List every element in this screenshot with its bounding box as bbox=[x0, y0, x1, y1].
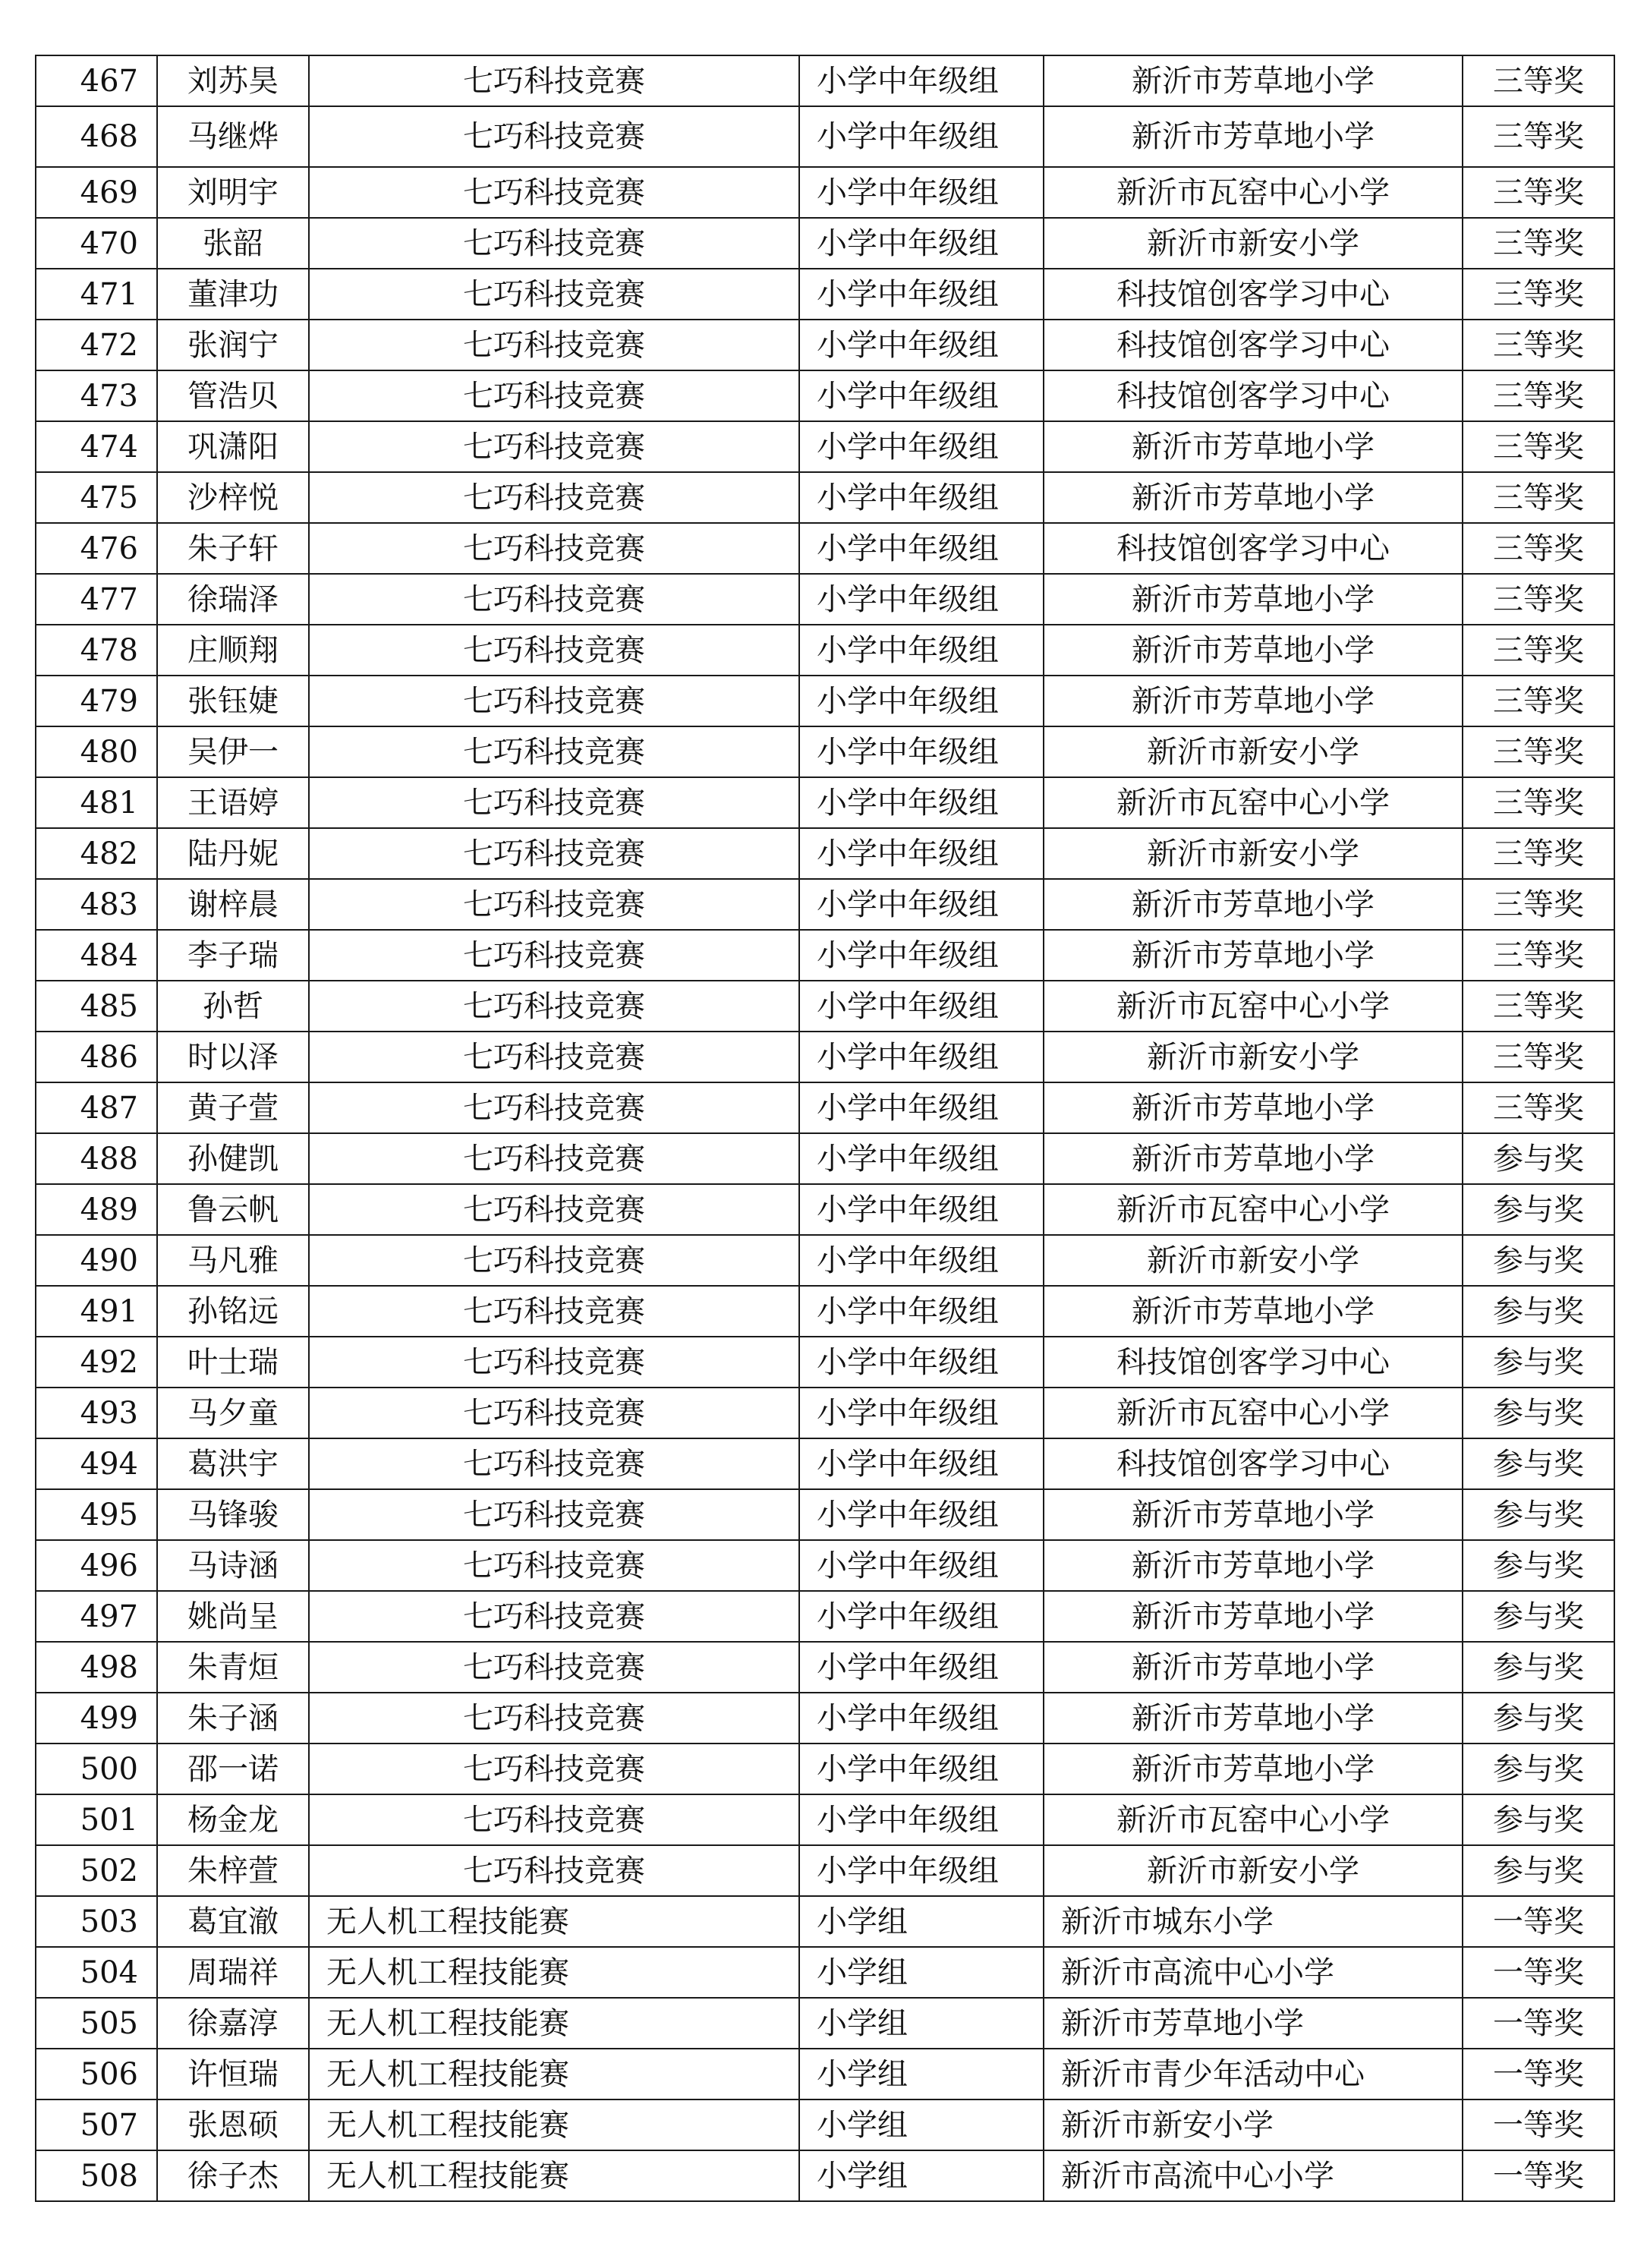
table-row bbox=[36, 320, 1614, 370]
school-name-cell: 新沂市芳草地小学 bbox=[1044, 574, 1463, 625]
event-name-cell: 七巧科技竞赛 bbox=[309, 106, 799, 167]
event-name-cell: 七巧科技竞赛 bbox=[309, 930, 799, 981]
row-number-cell: 478 bbox=[36, 625, 157, 676]
row-number-cell: 494 bbox=[36, 1438, 157, 1489]
event-name-cell: 七巧科技竞赛 bbox=[309, 726, 799, 777]
school-name-cell: 新沂市瓦窑中心小学 bbox=[1044, 777, 1463, 828]
table-row bbox=[36, 981, 1614, 1032]
award-level-cell: 参与奖 bbox=[1463, 1184, 1614, 1235]
row-number-cell: 491 bbox=[36, 1286, 157, 1337]
school-name-cell: 新沂市芳草地小学 bbox=[1044, 55, 1463, 106]
school-name-cell: 新沂市高流中心小学 bbox=[1044, 1947, 1463, 1998]
age-group-cell: 小学中年级组 bbox=[799, 370, 1044, 421]
row-number-cell: 499 bbox=[36, 1693, 157, 1744]
row-number-cell: 493 bbox=[36, 1388, 157, 1438]
event-name-cell: 七巧科技竞赛 bbox=[309, 1744, 799, 1794]
table-row bbox=[36, 1082, 1614, 1133]
row-number-cell: 507 bbox=[36, 2099, 157, 2150]
row-number-cell: 485 bbox=[36, 981, 157, 1032]
award-level-cell: 三等奖 bbox=[1463, 55, 1614, 106]
student-name-cell: 邵一诺 bbox=[157, 1744, 309, 1794]
table-row bbox=[36, 1388, 1614, 1438]
award-level-cell: 参与奖 bbox=[1463, 1540, 1614, 1591]
table-row bbox=[36, 269, 1614, 320]
school-name-cell: 新沂市瓦窑中心小学 bbox=[1044, 1388, 1463, 1438]
row-number-cell: 495 bbox=[36, 1489, 157, 1540]
school-name-cell: 新沂市新安小学 bbox=[1044, 2099, 1463, 2150]
award-level-cell: 三等奖 bbox=[1463, 269, 1614, 320]
row-number-cell: 474 bbox=[36, 421, 157, 472]
event-name-cell: 七巧科技竞赛 bbox=[309, 625, 799, 676]
table-row bbox=[36, 523, 1614, 574]
table-row bbox=[36, 1947, 1614, 1998]
student-name-cell: 叶士瑞 bbox=[157, 1337, 309, 1388]
row-number-cell: 498 bbox=[36, 1642, 157, 1693]
student-name-cell: 张钰婕 bbox=[157, 676, 309, 726]
row-number-cell: 473 bbox=[36, 370, 157, 421]
table-row bbox=[36, 1337, 1614, 1388]
age-group-cell: 小学中年级组 bbox=[799, 879, 1044, 930]
award-level-cell: 参与奖 bbox=[1463, 1845, 1614, 1896]
age-group-cell: 小学中年级组 bbox=[799, 574, 1044, 625]
school-name-cell: 新沂市芳草地小学 bbox=[1044, 421, 1463, 472]
school-name-cell: 科技馆创客学习中心 bbox=[1044, 269, 1463, 320]
school-name-cell: 新沂市芳草地小学 bbox=[1044, 1693, 1463, 1744]
row-number-cell: 481 bbox=[36, 777, 157, 828]
event-name-cell: 七巧科技竞赛 bbox=[309, 523, 799, 574]
student-name-cell: 沙梓悦 bbox=[157, 472, 309, 523]
school-name-cell: 新沂市新安小学 bbox=[1044, 726, 1463, 777]
age-group-cell: 小学中年级组 bbox=[799, 269, 1044, 320]
school-name-cell: 新沂市芳草地小学 bbox=[1044, 472, 1463, 523]
school-name-cell: 新沂市芳草地小学 bbox=[1044, 625, 1463, 676]
school-name-cell: 新沂市芳草地小学 bbox=[1044, 1133, 1463, 1184]
event-name-cell: 七巧科技竞赛 bbox=[309, 828, 799, 879]
school-name-cell: 新沂市瓦窑中心小学 bbox=[1044, 981, 1463, 1032]
event-name-cell: 七巧科技竞赛 bbox=[309, 472, 799, 523]
student-name-cell: 巩潇阳 bbox=[157, 421, 309, 472]
award-level-cell: 一等奖 bbox=[1463, 1998, 1614, 2049]
student-name-cell: 张恩硕 bbox=[157, 2099, 309, 2150]
student-name-cell: 孙铭远 bbox=[157, 1286, 309, 1337]
table-row bbox=[36, 472, 1614, 523]
row-number-cell: 476 bbox=[36, 523, 157, 574]
row-number-cell: 471 bbox=[36, 269, 157, 320]
student-name-cell: 谢梓晨 bbox=[157, 879, 309, 930]
event-name-cell: 七巧科技竞赛 bbox=[309, 981, 799, 1032]
row-number-cell: 501 bbox=[36, 1794, 157, 1845]
award-level-cell: 三等奖 bbox=[1463, 1032, 1614, 1082]
school-name-cell: 新沂市青少年活动中心 bbox=[1044, 2049, 1463, 2099]
student-name-cell: 朱青烜 bbox=[157, 1642, 309, 1693]
table-row bbox=[36, 1032, 1614, 1082]
school-name-cell: 新沂市城东小学 bbox=[1044, 1896, 1463, 1947]
award-level-cell: 三等奖 bbox=[1463, 930, 1614, 981]
event-name-cell: 七巧科技竞赛 bbox=[309, 218, 799, 269]
row-number-cell: 490 bbox=[36, 1235, 157, 1286]
award-level-cell: 参与奖 bbox=[1463, 1642, 1614, 1693]
age-group-cell: 小学中年级组 bbox=[799, 167, 1044, 218]
age-group-cell: 小学组 bbox=[799, 2150, 1044, 2201]
student-name-cell: 马诗涵 bbox=[157, 1540, 309, 1591]
student-name-cell: 吴伊一 bbox=[157, 726, 309, 777]
age-group-cell: 小学中年级组 bbox=[799, 1082, 1044, 1133]
table-row bbox=[36, 370, 1614, 421]
event-name-cell: 七巧科技竞赛 bbox=[309, 269, 799, 320]
age-group-cell: 小学中年级组 bbox=[799, 1438, 1044, 1489]
row-number-cell: 472 bbox=[36, 320, 157, 370]
event-name-cell: 七巧科技竞赛 bbox=[309, 1184, 799, 1235]
award-level-cell: 参与奖 bbox=[1463, 1133, 1614, 1184]
award-level-cell: 参与奖 bbox=[1463, 1438, 1614, 1489]
age-group-cell: 小学中年级组 bbox=[799, 1032, 1044, 1082]
row-number-cell: 475 bbox=[36, 472, 157, 523]
row-number-cell: 500 bbox=[36, 1744, 157, 1794]
table-row bbox=[36, 2099, 1614, 2150]
school-name-cell: 新沂市芳草地小学 bbox=[1044, 930, 1463, 981]
award-level-cell: 三等奖 bbox=[1463, 1082, 1614, 1133]
event-name-cell: 七巧科技竞赛 bbox=[309, 421, 799, 472]
row-number-cell: 467 bbox=[36, 55, 157, 106]
award-table-body bbox=[36, 55, 1614, 2201]
row-number-cell: 487 bbox=[36, 1082, 157, 1133]
school-name-cell: 新沂市芳草地小学 bbox=[1044, 1286, 1463, 1337]
age-group-cell: 小学中年级组 bbox=[799, 676, 1044, 726]
award-level-cell: 参与奖 bbox=[1463, 1286, 1614, 1337]
row-number-cell: 470 bbox=[36, 218, 157, 269]
student-name-cell: 徐子杰 bbox=[157, 2150, 309, 2201]
event-name-cell: 七巧科技竞赛 bbox=[309, 777, 799, 828]
row-number-cell: 496 bbox=[36, 1540, 157, 1591]
school-name-cell: 新沂市芳草地小学 bbox=[1044, 106, 1463, 167]
age-group-cell: 小学中年级组 bbox=[799, 1642, 1044, 1693]
student-name-cell: 管浩贝 bbox=[157, 370, 309, 421]
event-name-cell: 七巧科技竞赛 bbox=[309, 1642, 799, 1693]
award-level-cell: 三等奖 bbox=[1463, 218, 1614, 269]
table-row bbox=[36, 1744, 1614, 1794]
age-group-cell: 小学中年级组 bbox=[799, 1489, 1044, 1540]
student-name-cell: 许恒瑞 bbox=[157, 2049, 309, 2099]
table-row bbox=[36, 1591, 1614, 1642]
table-row bbox=[36, 421, 1614, 472]
row-number-cell: 492 bbox=[36, 1337, 157, 1388]
school-name-cell: 科技馆创客学习中心 bbox=[1044, 320, 1463, 370]
row-number-cell: 489 bbox=[36, 1184, 157, 1235]
award-level-cell: 三等奖 bbox=[1463, 879, 1614, 930]
table-row bbox=[36, 777, 1614, 828]
award-level-cell: 三等奖 bbox=[1463, 726, 1614, 777]
school-name-cell: 新沂市芳草地小学 bbox=[1044, 879, 1463, 930]
age-group-cell: 小学中年级组 bbox=[799, 1184, 1044, 1235]
student-name-cell: 刘明宇 bbox=[157, 167, 309, 218]
award-level-cell: 三等奖 bbox=[1463, 320, 1614, 370]
event-name-cell: 七巧科技竞赛 bbox=[309, 1082, 799, 1133]
award-level-cell: 参与奖 bbox=[1463, 1337, 1614, 1388]
table-row bbox=[36, 879, 1614, 930]
age-group-cell: 小学中年级组 bbox=[799, 1286, 1044, 1337]
table-row bbox=[36, 1998, 1614, 2049]
event-name-cell: 七巧科技竞赛 bbox=[309, 1794, 799, 1845]
table-row bbox=[36, 167, 1614, 218]
event-name-cell: 无人机工程技能赛 bbox=[309, 2150, 799, 2201]
school-name-cell: 新沂市芳草地小学 bbox=[1044, 1489, 1463, 1540]
award-level-cell: 参与奖 bbox=[1463, 1794, 1614, 1845]
student-name-cell: 鲁云帆 bbox=[157, 1184, 309, 1235]
row-number-cell: 469 bbox=[36, 167, 157, 218]
age-group-cell: 小学中年级组 bbox=[799, 1235, 1044, 1286]
age-group-cell: 小学中年级组 bbox=[799, 828, 1044, 879]
student-name-cell: 孙哲 bbox=[157, 981, 309, 1032]
school-name-cell: 科技馆创客学习中心 bbox=[1044, 1337, 1463, 1388]
event-name-cell: 七巧科技竞赛 bbox=[309, 1540, 799, 1591]
event-name-cell: 无人机工程技能赛 bbox=[309, 2049, 799, 2099]
award-level-cell: 三等奖 bbox=[1463, 106, 1614, 167]
school-name-cell: 新沂市芳草地小学 bbox=[1044, 1998, 1463, 2049]
school-name-cell: 新沂市瓦窑中心小学 bbox=[1044, 1794, 1463, 1845]
table-row bbox=[36, 1489, 1614, 1540]
table-row bbox=[36, 1794, 1614, 1845]
row-number-cell: 505 bbox=[36, 1998, 157, 2049]
age-group-cell: 小学中年级组 bbox=[799, 625, 1044, 676]
award-level-cell: 三等奖 bbox=[1463, 523, 1614, 574]
event-name-cell: 七巧科技竞赛 bbox=[309, 1337, 799, 1388]
school-name-cell: 科技馆创客学习中心 bbox=[1044, 523, 1463, 574]
student-name-cell: 周瑞祥 bbox=[157, 1947, 309, 1998]
award-level-cell: 三等奖 bbox=[1463, 472, 1614, 523]
row-number-cell: 503 bbox=[36, 1896, 157, 1947]
age-group-cell: 小学中年级组 bbox=[799, 55, 1044, 106]
table-row bbox=[36, 1438, 1614, 1489]
age-group-cell: 小学中年级组 bbox=[799, 777, 1044, 828]
school-name-cell: 新沂市芳草地小学 bbox=[1044, 1591, 1463, 1642]
student-name-cell: 马继烨 bbox=[157, 106, 309, 167]
event-name-cell: 七巧科技竞赛 bbox=[309, 574, 799, 625]
student-name-cell: 马凡雅 bbox=[157, 1235, 309, 1286]
award-level-cell: 三等奖 bbox=[1463, 421, 1614, 472]
award-level-cell: 参与奖 bbox=[1463, 1388, 1614, 1438]
table-row bbox=[36, 1845, 1614, 1896]
school-name-cell: 新沂市瓦窑中心小学 bbox=[1044, 1184, 1463, 1235]
table-row bbox=[36, 1642, 1614, 1693]
award-level-cell: 三等奖 bbox=[1463, 370, 1614, 421]
award-level-cell: 一等奖 bbox=[1463, 2049, 1614, 2099]
student-name-cell: 马夕童 bbox=[157, 1388, 309, 1438]
row-number-cell: 506 bbox=[36, 2049, 157, 2099]
student-name-cell: 葛洪宇 bbox=[157, 1438, 309, 1489]
table-row bbox=[36, 218, 1614, 269]
school-name-cell: 新沂市新安小学 bbox=[1044, 1845, 1463, 1896]
table-row bbox=[36, 625, 1614, 676]
age-group-cell: 小学中年级组 bbox=[799, 106, 1044, 167]
age-group-cell: 小学组 bbox=[799, 2049, 1044, 2099]
table-row bbox=[36, 2049, 1614, 2099]
student-name-cell: 朱子轩 bbox=[157, 523, 309, 574]
age-group-cell: 小学中年级组 bbox=[799, 523, 1044, 574]
row-number-cell: 486 bbox=[36, 1032, 157, 1082]
table-row bbox=[36, 828, 1614, 879]
table-row bbox=[36, 1896, 1614, 1947]
student-name-cell: 张润宁 bbox=[157, 320, 309, 370]
table-row bbox=[36, 1133, 1614, 1184]
award-table bbox=[35, 55, 1615, 2202]
student-name-cell: 陆丹妮 bbox=[157, 828, 309, 879]
school-name-cell: 新沂市芳草地小学 bbox=[1044, 676, 1463, 726]
table-row bbox=[36, 930, 1614, 981]
age-group-cell: 小学中年级组 bbox=[799, 726, 1044, 777]
table-row bbox=[36, 1693, 1614, 1744]
event-name-cell: 七巧科技竞赛 bbox=[309, 1388, 799, 1438]
age-group-cell: 小学中年级组 bbox=[799, 1794, 1044, 1845]
age-group-cell: 小学中年级组 bbox=[799, 1540, 1044, 1591]
award-level-cell: 一等奖 bbox=[1463, 1896, 1614, 1947]
event-name-cell: 七巧科技竞赛 bbox=[309, 1032, 799, 1082]
event-name-cell: 七巧科技竞赛 bbox=[309, 1845, 799, 1896]
school-name-cell: 新沂市新安小学 bbox=[1044, 828, 1463, 879]
event-name-cell: 七巧科技竞赛 bbox=[309, 55, 799, 106]
student-name-cell: 徐瑞泽 bbox=[157, 574, 309, 625]
table-row bbox=[36, 574, 1614, 625]
school-name-cell: 科技馆创客学习中心 bbox=[1044, 370, 1463, 421]
table-row bbox=[36, 1184, 1614, 1235]
age-group-cell: 小学中年级组 bbox=[799, 320, 1044, 370]
school-name-cell: 新沂市新安小学 bbox=[1044, 218, 1463, 269]
award-level-cell: 一等奖 bbox=[1463, 1947, 1614, 1998]
school-name-cell: 新沂市新安小学 bbox=[1044, 1032, 1463, 1082]
table-row bbox=[36, 2150, 1614, 2201]
event-name-cell: 七巧科技竞赛 bbox=[309, 370, 799, 421]
age-group-cell: 小学中年级组 bbox=[799, 930, 1044, 981]
event-name-cell: 无人机工程技能赛 bbox=[309, 1896, 799, 1947]
age-group-cell: 小学中年级组 bbox=[799, 1591, 1044, 1642]
award-level-cell: 一等奖 bbox=[1463, 2099, 1614, 2150]
event-name-cell: 七巧科技竞赛 bbox=[309, 167, 799, 218]
event-name-cell: 七巧科技竞赛 bbox=[309, 1235, 799, 1286]
event-name-cell: 七巧科技竞赛 bbox=[309, 1438, 799, 1489]
event-name-cell: 七巧科技竞赛 bbox=[309, 879, 799, 930]
student-name-cell: 张韶 bbox=[157, 218, 309, 269]
age-group-cell: 小学中年级组 bbox=[799, 1133, 1044, 1184]
student-name-cell: 杨金龙 bbox=[157, 1794, 309, 1845]
age-group-cell: 小学中年级组 bbox=[799, 218, 1044, 269]
row-number-cell: 497 bbox=[36, 1591, 157, 1642]
table-row bbox=[36, 106, 1614, 167]
award-level-cell: 三等奖 bbox=[1463, 828, 1614, 879]
table-row bbox=[36, 1540, 1614, 1591]
school-name-cell: 新沂市高流中心小学 bbox=[1044, 2150, 1463, 2201]
event-name-cell: 无人机工程技能赛 bbox=[309, 1998, 799, 2049]
row-number-cell: 508 bbox=[36, 2150, 157, 2201]
table-row bbox=[36, 1235, 1614, 1286]
row-number-cell: 502 bbox=[36, 1845, 157, 1896]
row-number-cell: 480 bbox=[36, 726, 157, 777]
award-level-cell: 参与奖 bbox=[1463, 1591, 1614, 1642]
award-level-cell: 参与奖 bbox=[1463, 1489, 1614, 1540]
row-number-cell: 504 bbox=[36, 1947, 157, 1998]
school-name-cell: 新沂市芳草地小学 bbox=[1044, 1082, 1463, 1133]
student-name-cell: 王语婷 bbox=[157, 777, 309, 828]
event-name-cell: 七巧科技竞赛 bbox=[309, 1489, 799, 1540]
age-group-cell: 小学中年级组 bbox=[799, 472, 1044, 523]
school-name-cell: 新沂市芳草地小学 bbox=[1044, 1642, 1463, 1693]
event-name-cell: 七巧科技竞赛 bbox=[309, 320, 799, 370]
event-name-cell: 七巧科技竞赛 bbox=[309, 676, 799, 726]
event-name-cell: 七巧科技竞赛 bbox=[309, 1133, 799, 1184]
row-number-cell: 484 bbox=[36, 930, 157, 981]
table-row bbox=[36, 726, 1614, 777]
age-group-cell: 小学组 bbox=[799, 2099, 1044, 2150]
event-name-cell: 七巧科技竞赛 bbox=[309, 1591, 799, 1642]
student-name-cell: 朱子涵 bbox=[157, 1693, 309, 1744]
student-name-cell: 时以泽 bbox=[157, 1032, 309, 1082]
age-group-cell: 小学中年级组 bbox=[799, 1388, 1044, 1438]
table-row bbox=[36, 55, 1614, 106]
age-group-cell: 小学中年级组 bbox=[799, 421, 1044, 472]
student-name-cell: 孙健凯 bbox=[157, 1133, 309, 1184]
table-row bbox=[36, 676, 1614, 726]
row-number-cell: 483 bbox=[36, 879, 157, 930]
student-name-cell: 李子瑞 bbox=[157, 930, 309, 981]
school-name-cell: 新沂市新安小学 bbox=[1044, 1235, 1463, 1286]
age-group-cell: 小学组 bbox=[799, 1896, 1044, 1947]
award-level-cell: 三等奖 bbox=[1463, 981, 1614, 1032]
school-name-cell: 新沂市芳草地小学 bbox=[1044, 1744, 1463, 1794]
age-group-cell: 小学中年级组 bbox=[799, 1337, 1044, 1388]
student-name-cell: 朱梓萱 bbox=[157, 1845, 309, 1896]
student-name-cell: 葛宜澈 bbox=[157, 1896, 309, 1947]
student-name-cell: 刘苏昊 bbox=[157, 55, 309, 106]
school-name-cell: 科技馆创客学习中心 bbox=[1044, 1438, 1463, 1489]
row-number-cell: 477 bbox=[36, 574, 157, 625]
row-number-cell: 468 bbox=[36, 106, 157, 167]
table-row bbox=[36, 1286, 1614, 1337]
award-level-cell: 三等奖 bbox=[1463, 625, 1614, 676]
award-level-cell: 参与奖 bbox=[1463, 1693, 1614, 1744]
age-group-cell: 小学组 bbox=[799, 1947, 1044, 1998]
age-group-cell: 小学中年级组 bbox=[799, 981, 1044, 1032]
award-level-cell: 三等奖 bbox=[1463, 777, 1614, 828]
student-name-cell: 徐嘉淳 bbox=[157, 1998, 309, 2049]
award-level-cell: 三等奖 bbox=[1463, 167, 1614, 218]
school-name-cell: 新沂市芳草地小学 bbox=[1044, 1540, 1463, 1591]
age-group-cell: 小学中年级组 bbox=[799, 1744, 1044, 1794]
award-level-cell: 三等奖 bbox=[1463, 676, 1614, 726]
event-name-cell: 七巧科技竞赛 bbox=[309, 1693, 799, 1744]
award-level-cell: 参与奖 bbox=[1463, 1744, 1614, 1794]
student-name-cell: 庄顺翔 bbox=[157, 625, 309, 676]
student-name-cell: 马锋骏 bbox=[157, 1489, 309, 1540]
event-name-cell: 无人机工程技能赛 bbox=[309, 1947, 799, 1998]
age-group-cell: 小学中年级组 bbox=[799, 1845, 1044, 1896]
award-list-sheet bbox=[35, 55, 1615, 2202]
event-name-cell: 无人机工程技能赛 bbox=[309, 2099, 799, 2150]
award-level-cell: 参与奖 bbox=[1463, 1235, 1614, 1286]
school-name-cell: 新沂市瓦窑中心小学 bbox=[1044, 167, 1463, 218]
award-level-cell: 一等奖 bbox=[1463, 2150, 1614, 2201]
row-number-cell: 479 bbox=[36, 676, 157, 726]
student-name-cell: 黄子萱 bbox=[157, 1082, 309, 1133]
student-name-cell: 董津功 bbox=[157, 269, 309, 320]
award-level-cell: 三等奖 bbox=[1463, 574, 1614, 625]
age-group-cell: 小学中年级组 bbox=[799, 1693, 1044, 1744]
row-number-cell: 488 bbox=[36, 1133, 157, 1184]
age-group-cell: 小学组 bbox=[799, 1998, 1044, 2049]
row-number-cell: 482 bbox=[36, 828, 157, 879]
student-name-cell: 姚尚呈 bbox=[157, 1591, 309, 1642]
event-name-cell: 七巧科技竞赛 bbox=[309, 1286, 799, 1337]
